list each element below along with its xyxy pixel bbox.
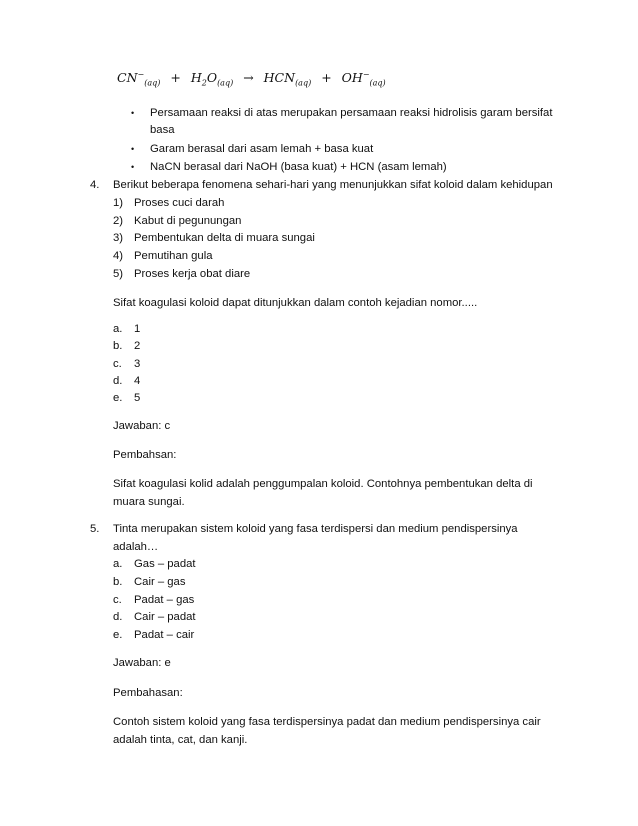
list-item-number: 3)	[113, 232, 124, 244]
option-letter: e.	[113, 392, 123, 404]
question-5-text: adalah…	[113, 541, 159, 553]
option-letter: d.	[113, 611, 123, 623]
list-item-number: 4)	[113, 250, 124, 262]
list-item: Pemutihan gula	[134, 250, 213, 262]
bullet-icon: •	[131, 144, 135, 154]
eq-product-2: OH	[341, 70, 363, 86]
eq-state: (aq)	[144, 78, 161, 88]
eq-product-1: HCN	[263, 70, 296, 86]
eq-plus: +	[170, 70, 181, 86]
list-item: Proses kerja obat diare	[134, 268, 251, 280]
list-item-number: 2)	[113, 215, 124, 227]
eq-charge: −	[362, 70, 370, 79]
question-number: 4.	[90, 179, 100, 191]
option-text: 5	[134, 392, 141, 404]
option-letter: a.	[113, 558, 123, 570]
discussion-text: adalah tinta, cat, dan kanji.	[113, 734, 248, 746]
option-letter: b.	[113, 576, 123, 588]
list-item: Proses cuci darah	[134, 197, 225, 209]
option-text: 4	[134, 375, 141, 387]
question-5-text: Tinta merupakan sistem koloid yang fasa terdispersi dan medium pendispersinya	[113, 523, 518, 535]
eq-reactant-2: H	[190, 70, 202, 86]
option-text: 3	[134, 358, 141, 370]
option-letter: d.	[113, 375, 123, 387]
bullet-text: NaCN berasal dari NaOH (basa kuat) + HCN (asam lemah)	[150, 161, 447, 173]
eq-state: (aq)	[369, 78, 386, 88]
eq-charge: −	[137, 70, 145, 79]
question-number: 5.	[90, 523, 100, 535]
bullet-text: basa	[150, 124, 175, 136]
option-text: 1	[134, 323, 141, 335]
option-letter: a.	[113, 323, 123, 335]
discussion-text: muara sungai.	[113, 496, 185, 508]
question-4-prompt: Sifat koagulasi koloid dapat ditunjukkan dalam contoh kejadian nomor.....	[113, 297, 478, 309]
eq-state: (aq)	[295, 78, 312, 88]
list-item: Kabut di pegunungan	[134, 215, 242, 227]
question-4-text: Berikut beberapa fenomena sehari-hari yang menunjukkan sifat koloid dalam kehidupan	[113, 179, 553, 191]
eq-reactant-1: CN	[117, 70, 138, 86]
bullet-icon: •	[131, 108, 135, 118]
option-letter: e.	[113, 629, 123, 641]
bullet-text: Garam berasal dari asam lemah + basa kuat	[150, 143, 374, 155]
option-letter: c.	[113, 358, 122, 370]
option-letter: b.	[113, 340, 123, 352]
answer-text: Jawaban: e	[113, 657, 171, 669]
option-text: Cair – gas	[134, 576, 186, 588]
bullet-text: Persamaan reaksi di atas merupakan persamaan reaksi hidrolisis garam bersifat	[150, 107, 553, 119]
eq-arrow: →	[243, 70, 254, 86]
eq-plus: +	[321, 70, 332, 86]
list-item: Pembentukan delta di muara sungai	[134, 232, 315, 244]
option-text: Padat – gas	[134, 594, 195, 606]
list-item-number: 1)	[113, 197, 124, 209]
bullet-icon: •	[131, 162, 135, 172]
discussion-label: Pembahsan:	[113, 449, 177, 461]
eq-reactant-2b: O	[206, 70, 218, 86]
eq-state: (aq)	[217, 78, 234, 88]
hydrolysis-equation	[117, 70, 386, 88]
option-text: Padat – cair	[134, 629, 195, 641]
discussion-text: Contoh sistem koloid yang fasa terdispersinya padat dan medium pendispersinya cair	[113, 716, 541, 728]
discussion-text: Sifat koagulasi kolid adalah penggumpalan koloid. Contohnya pembentukan delta di	[113, 478, 533, 490]
option-text: Cair – padat	[134, 611, 196, 623]
option-text: Gas – padat	[134, 558, 196, 570]
list-item-number: 5)	[113, 268, 124, 280]
answer-text: Jawaban: c	[113, 420, 171, 432]
option-letter: c.	[113, 594, 122, 606]
discussion-label: Pembahasan:	[113, 687, 183, 699]
option-text: 2	[134, 340, 141, 352]
eq-subscript: 2	[201, 78, 207, 88]
